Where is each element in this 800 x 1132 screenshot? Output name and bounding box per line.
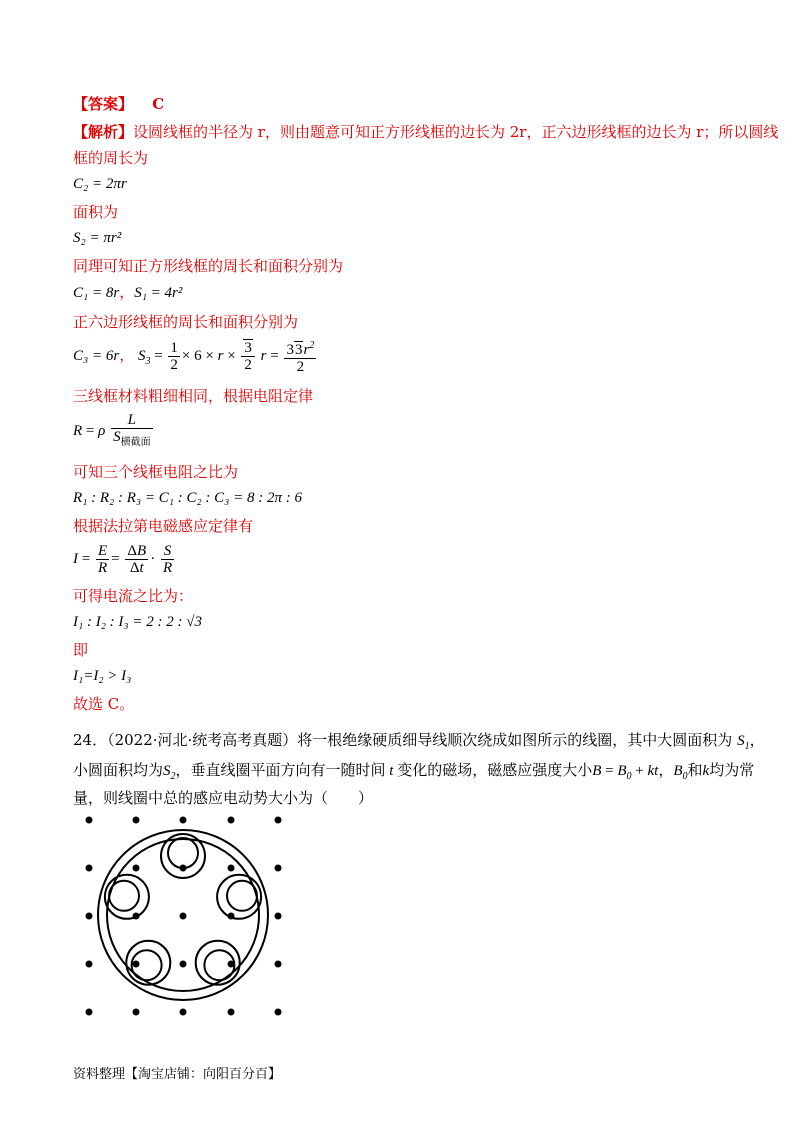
question-text-2c: 变化的磁场，磁感应强度大小 (397, 761, 593, 779)
footer-text: 资料整理【淘宝店铺：向阳百分百】 (73, 1067, 282, 1082)
field-dot (228, 1009, 235, 1016)
field-dot (275, 913, 282, 920)
field-dot (133, 961, 140, 968)
field-dot (275, 865, 282, 872)
answer-label: 【答案】 (73, 95, 134, 113)
answer-line (73, 94, 164, 114)
equation-ratio: R₁ : R₂ : R₃ = C₁ : C₂ : C₃ = 8 : 2π : 6 (73, 490, 303, 506)
equation-c2: C₂ = 2πr (73, 176, 127, 192)
question-line-1: 24．（2022·河北·统考高考真题）将一根绝缘硬质细导线顺次绕成如图所示的线圈，其中大圆面积为 $S_1$， (73, 731, 765, 752)
hex-text: 正六边形线框的周长和面积分别为 (73, 313, 299, 331)
field-dot (86, 817, 93, 824)
field-dot (133, 817, 140, 824)
resistance-text: 三线框材料粗细相同，根据电阻定律 (73, 387, 314, 405)
ratio-text: 可知三个线框电阻之比为 (73, 463, 239, 481)
equation-current: I₁ : I₂ : I₃ = 2 : 2 : √3 (73, 614, 202, 630)
choose-text: 故选 C。 (73, 695, 135, 713)
field-dot (133, 1009, 140, 1016)
question-text-2d: ， (658, 761, 674, 779)
field-dot (180, 817, 187, 824)
analysis-line-1 (73, 122, 778, 142)
analysis-text-1: 设圆线框的半径为 r，则由题意可知正方形线框的边长为 2r，正六边形线框的边长为 r；所以圆线 (133, 123, 779, 141)
equation-hex: C₃ = 6r， $S_3$ = $\frac{1}{2}$ × 6 × r × $\frac{3}{2}$ r = $\frac{33r^2}{2}$ (73, 340, 315, 375)
equation-square: C₁ = 8r，S₁ = 4r² (73, 285, 183, 301)
small-loop-inner (109, 881, 139, 911)
question-text-2f: 均为常 (709, 761, 755, 779)
area-label: 面积为 (73, 203, 119, 221)
field-dot (180, 913, 187, 920)
equation-square-s: S₁ = 4r² (134, 285, 183, 301)
field-dot (86, 1009, 93, 1016)
equation-resistance: R = ρ $\frac{L}{S_{横截面}}$ (73, 412, 151, 448)
question-text-2b: ，垂直线圈平面方向有一随时间 (175, 761, 386, 779)
equation-faraday: I = $\frac{E}{R}$ = $\frac{\Delta B}{\Delta t}$ · $\frac{S}{R}$ (73, 543, 173, 577)
ji-text: 即 (73, 641, 89, 659)
field-dot (275, 817, 282, 824)
question-line-2: 小圆面积均为$S_2$，垂直线圈平面方向有一随时间 t 变化的磁场，磁感应强度大小$B = B_0$ + kt，$B_0$和k均为常 (73, 761, 755, 782)
field-dot (180, 1009, 187, 1016)
analysis-label: 【解析】 (73, 123, 134, 141)
square-text: 同理可知正方形线框的周长和面积分别为 (73, 257, 344, 275)
field-dot (86, 865, 93, 872)
equation-s2: S₂ = πr² (73, 230, 122, 246)
faraday-text: 根据法拉第电磁感应定律有 (73, 517, 254, 535)
question-text-2e: 和 (687, 761, 703, 779)
field-dot (228, 865, 235, 872)
small-loop-inner (227, 881, 257, 911)
answer-value: C (152, 95, 165, 113)
field-dot (275, 961, 282, 968)
current-text: 可得电流之比为： (73, 587, 194, 605)
field-dot (228, 817, 235, 824)
question-line-3: 量，则线圈中总的感应电动势大小为（ ） (73, 789, 374, 807)
analysis-line-2: 框的周长为 (73, 149, 149, 167)
cross-section-sub: 横截面 (120, 437, 151, 448)
field-dot (133, 865, 140, 872)
question-text-2a: 小圆面积均为 (73, 761, 164, 779)
equation-square-c: C₁ = 8r (73, 285, 120, 301)
small-loop-inner (168, 838, 198, 868)
equation-hex-c: C₃ = 6r (73, 347, 120, 364)
field-dot (86, 961, 93, 968)
field-dot (180, 961, 187, 968)
field-dot (86, 913, 93, 920)
coil-diagram (75, 810, 305, 1025)
question-text-1: 24．（2022·河北·统考高考真题）将一根绝缘硬质细导线顺次绕成如图所示的线圈，其中大圆面积为 (73, 731, 733, 749)
equation-final: I₁=I₂ > I₃ (73, 668, 132, 684)
field-dot (275, 1009, 282, 1016)
